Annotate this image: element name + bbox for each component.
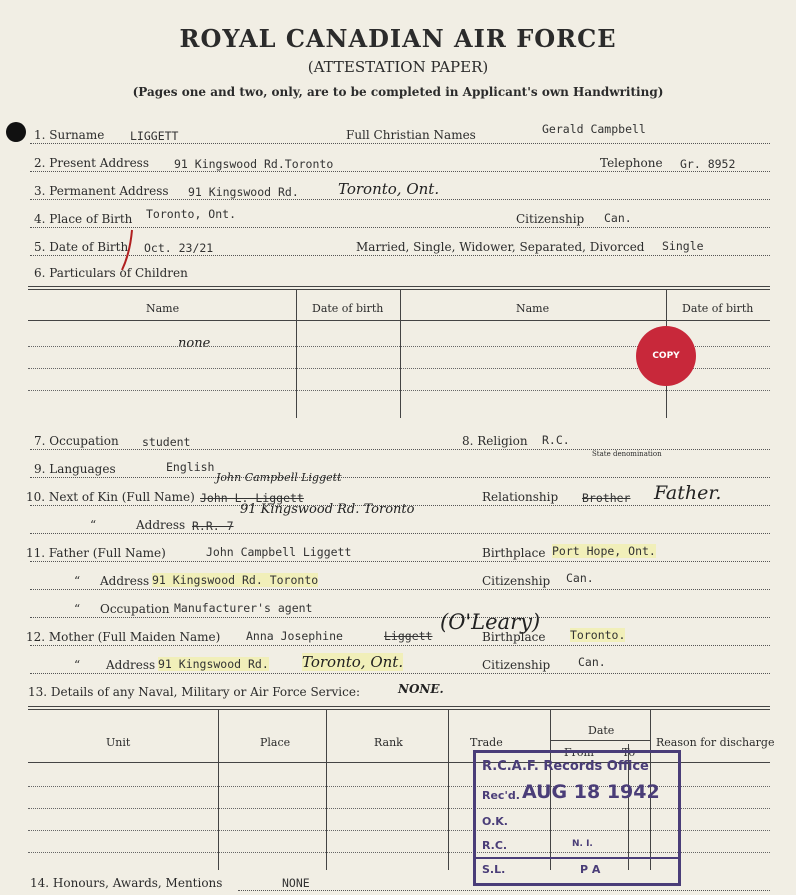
row-mother xyxy=(26,610,770,646)
col-header: Date of birth xyxy=(312,302,384,315)
label: Address xyxy=(136,518,186,532)
document-title: ROYAL CANADIAN AIR FORCE xyxy=(179,24,617,53)
col-header: Rank xyxy=(374,736,403,749)
row-father-address xyxy=(30,571,770,590)
value: Oct. 23/21 xyxy=(144,241,214,255)
stamp-rc: R.C. xyxy=(482,839,508,852)
row-mother-address xyxy=(30,653,770,674)
stamp-ni: N. I. xyxy=(572,839,593,849)
stamp-date: AUG 18 1942 xyxy=(522,781,660,803)
label: 1. Surname xyxy=(34,128,105,142)
label: 3. Permanent Address xyxy=(34,184,169,198)
value: 91 Kingswood Rd. xyxy=(188,185,299,199)
value: Anna Josephine xyxy=(246,629,343,643)
honours-label: 14. Honours, Awards, Mentions xyxy=(30,876,223,890)
handwritten-value: 91 Kingswood Rd. Toronto xyxy=(240,502,415,517)
stamp-ok: O.K. xyxy=(482,815,508,828)
records-office-stamp xyxy=(473,750,681,886)
value: Toronto. xyxy=(570,628,626,642)
stamp-sl: S.L. xyxy=(482,863,506,876)
value: 91 Kingswood Rd. xyxy=(158,657,269,671)
handwritten-value: Toronto, Ont. xyxy=(338,180,440,198)
label: 11. Father (Full Name) xyxy=(26,546,166,560)
value: 91 Kingswood Rd.Toronto xyxy=(174,157,334,171)
label: Citizenship xyxy=(516,212,585,226)
ditto: “ xyxy=(74,602,81,616)
red-check-mark xyxy=(118,228,138,273)
value: Manufacturer's agent xyxy=(174,601,313,615)
struck-value: John L. Liggett xyxy=(200,491,304,505)
col-header: Trade xyxy=(470,736,503,749)
value: R.C. xyxy=(542,433,570,447)
struck-value: Liggett xyxy=(384,629,433,643)
document-subtitle: (ATTESTATION PAPER) xyxy=(307,58,489,76)
label: 4. Place of Birth xyxy=(34,212,133,226)
col-header: Date xyxy=(588,724,615,737)
stamp-recd: Rec'd. xyxy=(482,789,520,802)
label: 12. Mother (Full Maiden Name) xyxy=(26,630,221,644)
instruction-note: (Pages one and two, only, are to be completed in Applicant's own Handwriting) xyxy=(132,85,664,99)
row-father xyxy=(26,544,770,562)
honours-value: NONE xyxy=(282,876,310,890)
row-place-of-birth xyxy=(30,207,770,228)
ditto: “ xyxy=(74,658,81,672)
col-header: To xyxy=(622,746,636,759)
handwritten-value: (O'Leary) xyxy=(440,610,541,634)
label: Occupation xyxy=(100,602,170,616)
label: 7. Occupation xyxy=(34,434,119,448)
struck-value: R.R. 7 xyxy=(192,519,234,533)
value: Toronto, Ont. xyxy=(146,207,237,221)
col-header: Date of birth xyxy=(682,302,754,315)
row-occupation xyxy=(30,433,770,458)
label: Married, Single, Widower, Separated, Divorced xyxy=(356,240,645,254)
label: Telephone xyxy=(600,156,663,170)
value: LIGGETT xyxy=(130,129,179,143)
label: 8. Religion xyxy=(462,434,528,448)
row-name xyxy=(30,122,770,144)
service-value: NONE. xyxy=(398,682,444,696)
row-permanent-address xyxy=(30,180,770,200)
copy-seal xyxy=(636,326,696,386)
label: Birthplace xyxy=(482,546,546,560)
service-label: 13. Details of any Naval, Military or Air Force Service: xyxy=(28,685,361,699)
ditto: “ xyxy=(74,574,81,588)
seal-text: COPY xyxy=(652,351,680,361)
label: Full Christian Names xyxy=(346,128,476,142)
value: Single xyxy=(662,239,704,253)
caption: State denomination xyxy=(592,450,662,458)
label: 2. Present Address xyxy=(34,156,149,170)
stamp-pa: P A xyxy=(580,863,601,876)
label: Citizenship xyxy=(482,574,551,588)
label: Address xyxy=(106,658,156,672)
value: Can. xyxy=(604,211,632,225)
value: Can. xyxy=(578,655,606,669)
value: John Campbell Liggett xyxy=(206,545,352,559)
value: English xyxy=(166,460,215,474)
children-entry: none xyxy=(178,336,211,351)
value: 91 Kingswood Rd. Toronto xyxy=(152,573,319,587)
label: Relationship xyxy=(482,490,559,504)
label: Birthplace xyxy=(482,630,546,644)
handwritten-value: Father. xyxy=(654,482,722,504)
ditto: “ xyxy=(90,518,97,532)
row-kin-address xyxy=(30,502,770,534)
col-header: Name xyxy=(146,302,180,315)
value: Can. xyxy=(566,571,594,585)
col-header: Place xyxy=(260,736,291,749)
value: Port Hope, Ont. xyxy=(552,544,656,558)
value: student xyxy=(142,435,191,449)
children-label: 6. Particulars of Children xyxy=(34,266,188,280)
col-header: Reason for discharge xyxy=(656,736,775,749)
label: 9. Languages xyxy=(34,462,116,476)
punch-hole xyxy=(6,122,26,142)
row-present-address xyxy=(30,156,770,172)
col-header: Name xyxy=(516,302,550,315)
label: 5. Date of Birth xyxy=(34,240,129,254)
row-date-of-birth xyxy=(30,239,770,256)
value: Gerald Campbell xyxy=(542,122,646,136)
value: Gr. 8952 xyxy=(680,157,736,171)
row-father-occupation xyxy=(30,601,770,618)
label: Citizenship xyxy=(482,658,551,672)
handwritten-value: Toronto, Ont. xyxy=(302,653,404,671)
stamp-title: R.C.A.F. Records Office xyxy=(482,759,649,774)
col-header: Unit xyxy=(106,736,131,749)
label: Address xyxy=(100,574,150,588)
label: 10. Next of Kin (Full Name) xyxy=(26,490,195,504)
handwritten-value: John Campbell Liggett xyxy=(216,471,342,484)
col-header: From xyxy=(564,746,594,759)
struck-value: Brother xyxy=(582,491,631,505)
